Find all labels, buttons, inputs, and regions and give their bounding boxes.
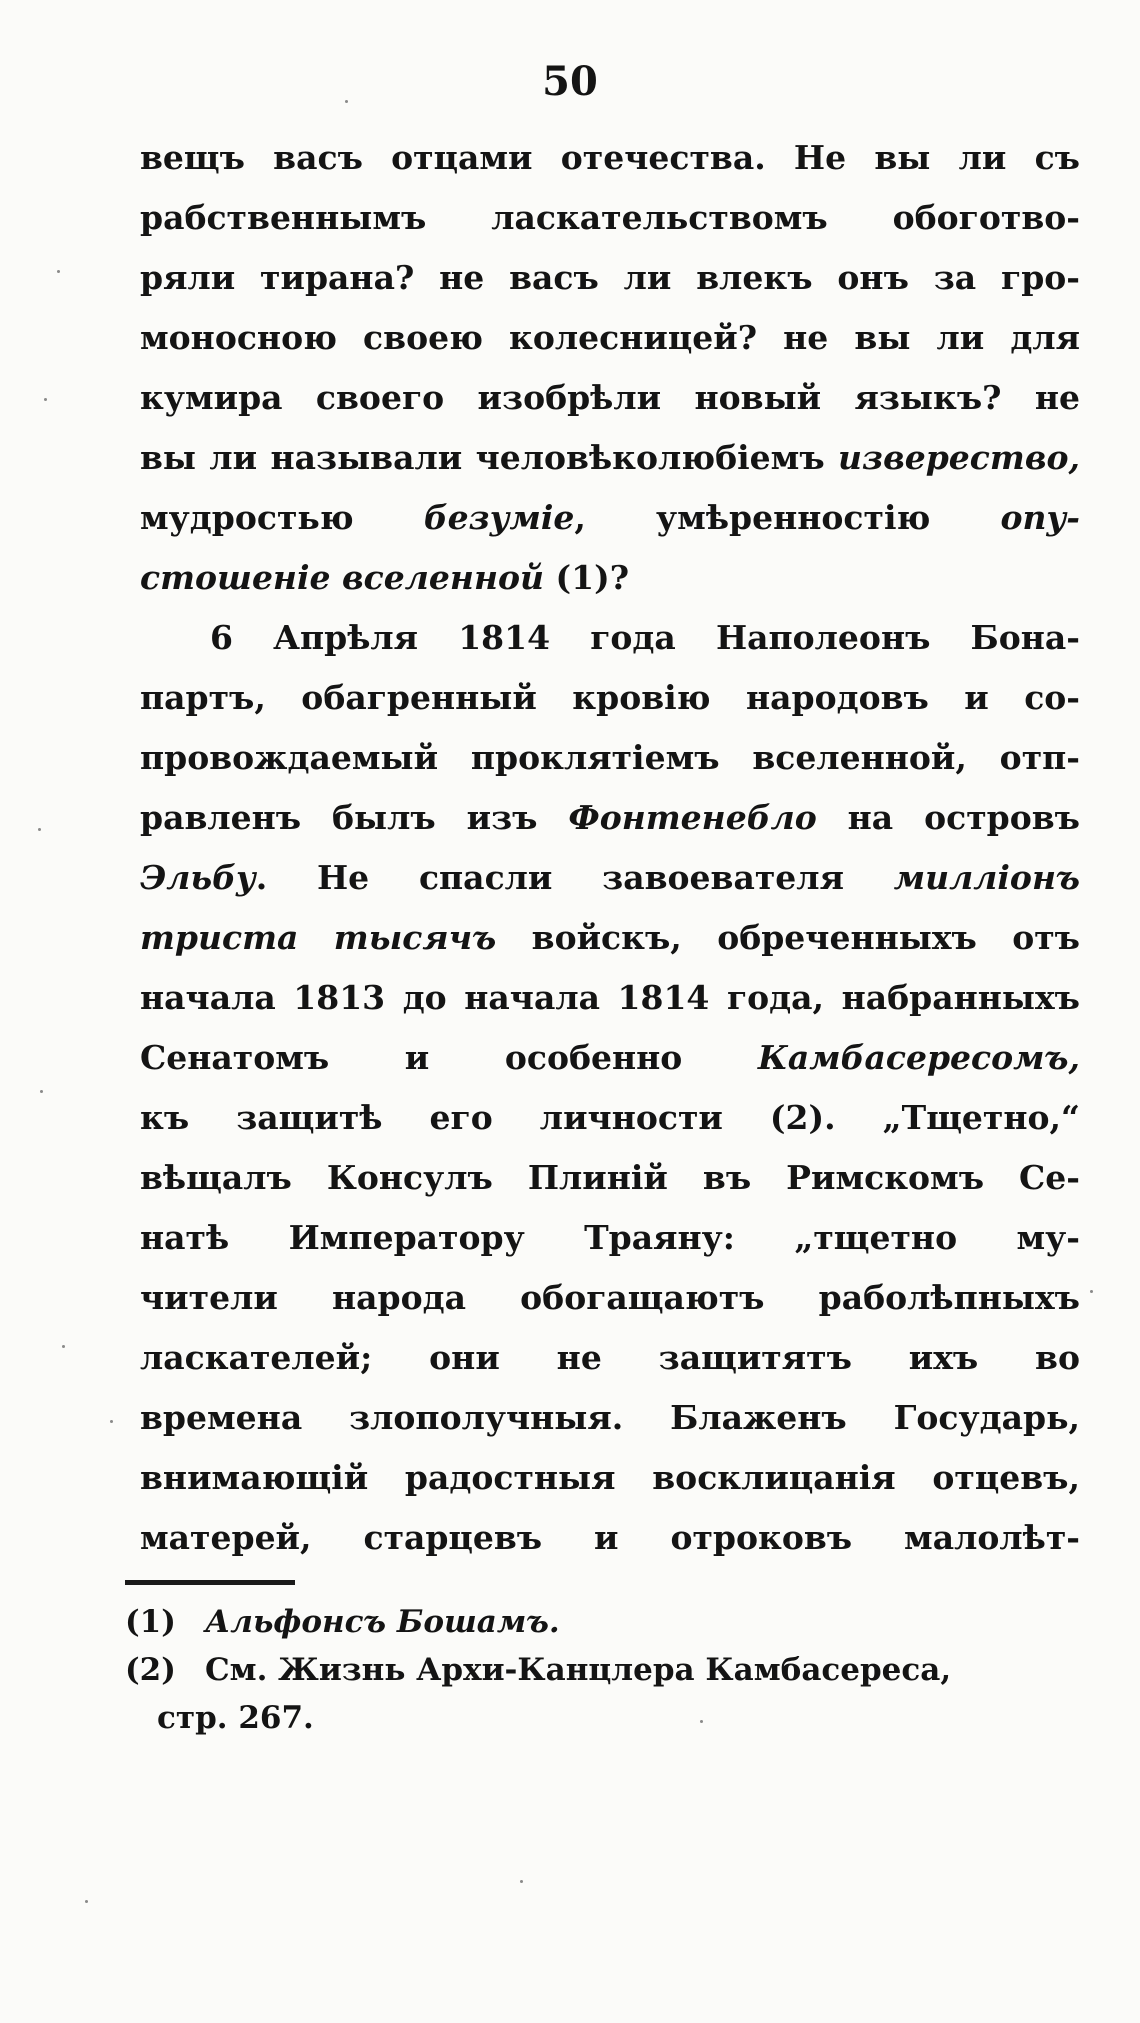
text-span: . Не спасли завоевателя [255,858,894,897]
text-line [140,1028,1080,1088]
italic-text: Камбасересомъ, [757,1038,1080,1077]
text-line [140,308,1080,368]
footnote-separator [125,1580,295,1585]
scan-speck [44,398,47,401]
text-line [140,188,1080,248]
scan-speck [40,1090,43,1093]
text-line [140,668,1080,728]
italic-text: опу- [1000,498,1080,537]
text-line [140,1088,1080,1148]
italic-text: Фонтенебло [568,798,817,837]
text-line [140,848,1080,908]
footnote-text: См. Жизнь Архи-Канцлера Камбасереса, [205,1652,952,1688]
footnote-line [125,1694,1085,1742]
text-span: натѣ Императору Траяну: „тщетно му- [140,1218,1080,1257]
scan-speck [110,1420,113,1423]
italic-text: безуміе [423,498,575,537]
text-line [140,1268,1080,1328]
scan-speck [1090,1290,1093,1293]
text-span: начала 1813 до начала 1814 года, набранныхъ [140,978,1080,1017]
text-line [140,1208,1080,1268]
text-line [140,368,1080,428]
text-span: ласкателей; они не защитятъ ихъ во [140,1338,1080,1377]
italic-text: Эльбу [140,858,256,897]
text-span: 6 Апрѣля 1814 года Наполеонъ Бона- [210,618,1080,657]
text-span: провождаемый проклятіемъ вселенной, отп- [140,738,1080,777]
text-line [140,248,1080,308]
text-span: равленъ былъ изъ [140,798,569,837]
text-line [140,1388,1080,1448]
italic-text: милліонъ [893,858,1080,897]
text-line [140,908,1080,968]
scan-speck [345,100,348,103]
scan-speck [520,1880,523,1883]
text-line [140,968,1080,1028]
text-line [140,1508,1080,1568]
text-span: кумира своего изобрѣли новый языкъ? не [140,378,1080,417]
text-span: вѣщалъ Консулъ Плиній въ Римскомъ Се- [140,1158,1080,1197]
text-span: моносною своею колесницей? не вы ли для [140,318,1080,357]
text-span: мудростью [140,498,424,537]
text-line [140,488,1080,548]
footnote-line [125,1646,1085,1694]
text-span: вы ли называли человѣколюбіемъ [140,438,839,477]
text-span: войскъ, обреченныхъ отъ [496,918,1080,957]
scan-speck [700,1720,703,1723]
text-span: партъ, обагренный кровію народовъ и со- [140,678,1080,717]
scan-speck [38,828,41,831]
scan-speck [57,270,60,273]
text-span: времена злополучныя. Блаженъ Государь, [140,1398,1080,1437]
text-line [140,1148,1080,1208]
text-line [140,128,1080,188]
scan-speck [85,1900,88,1903]
page-number: 50 [542,58,598,105]
text-line [140,428,1080,488]
body-text [140,128,1080,1568]
text-line [140,608,1080,668]
text-span: ряли тирана? не васъ ли влекъ онъ за гро- [140,258,1080,297]
footnote-mark: (2) [125,1652,176,1688]
text-span: рабственнымъ ласкательствомъ обоготво- [140,198,1080,237]
text-span: Сенатомъ и особенно [140,1038,758,1077]
text-line [140,1448,1080,1508]
footnote-line [125,1598,1085,1646]
footnote-text: Альфонсъ Бошамъ. [205,1604,560,1640]
text-line [140,548,1080,608]
text-span: , умѣренностію [574,498,1001,537]
italic-text: изверество, [838,438,1080,477]
text-span: матерей, старцевъ и отроковъ малолѣт- [140,1518,1080,1557]
text-span: на островъ [816,798,1080,837]
footnote-mark: (1) [125,1604,176,1640]
text-span: (1)? [544,558,630,597]
scan-speck [62,1345,65,1348]
footnotes [125,1598,1085,1742]
text-span: къ защитѣ его личности (2). „Тщетно,“ [140,1098,1080,1137]
text-line [140,1328,1080,1388]
text-span: внимающій радостныя восклицанія отцевъ, [140,1458,1080,1497]
text-line [140,788,1080,848]
italic-text: стошеніе вселенной [140,558,545,597]
text-span: чители народа обогащаютъ раболѣпныхъ [140,1278,1080,1317]
footnote-text: стр. 267. [157,1700,314,1736]
italic-text: триста тысячъ [140,918,497,957]
text-span: вещъ васъ отцами отечества. Не вы ли съ [140,138,1080,177]
text-line [140,728,1080,788]
